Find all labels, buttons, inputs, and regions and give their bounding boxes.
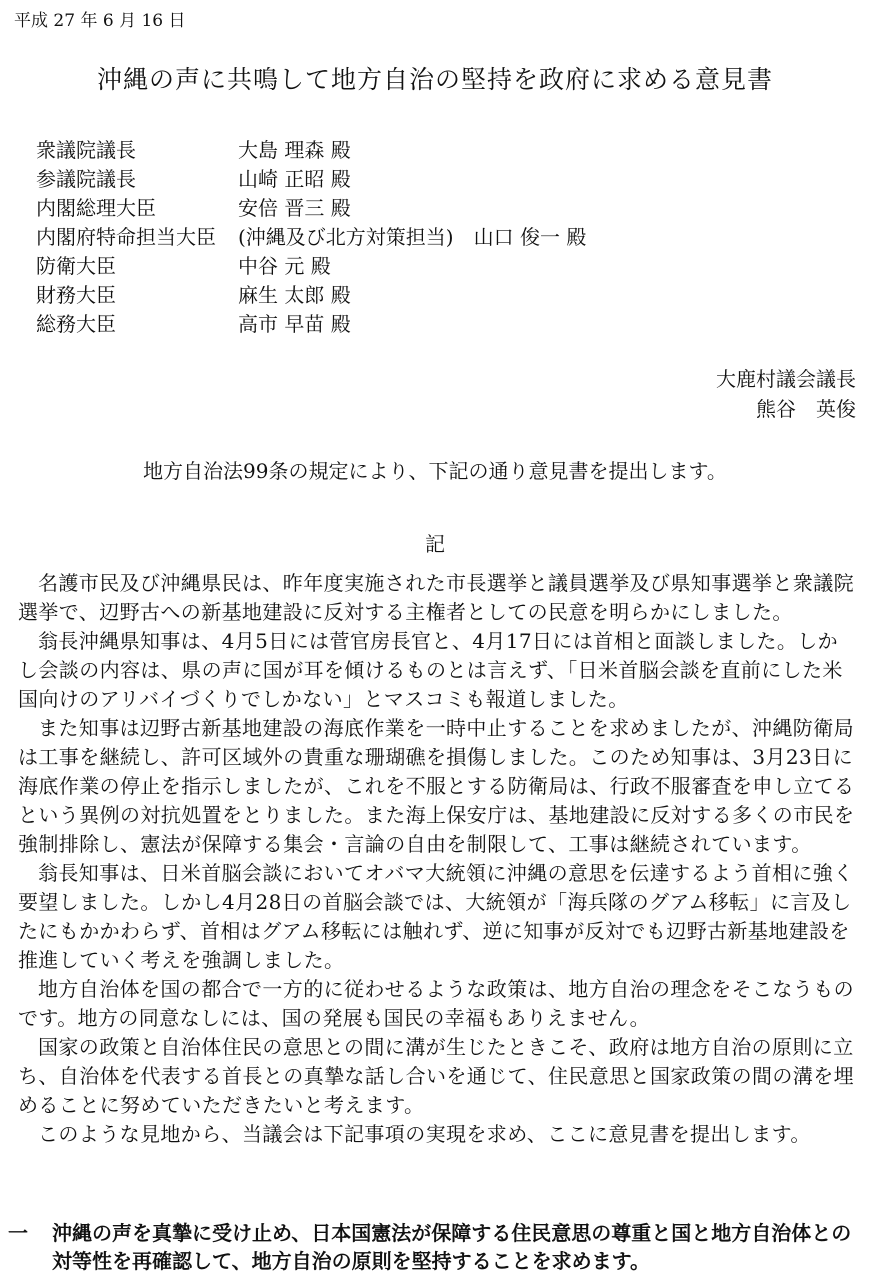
body-paragraph: 地方自治体を国の都合で一方的に従わせるような政策は、地方自治の理念をそこなうものです。地方の同意なしには、国の発展も国民の幸福もありえません。 bbox=[18, 977, 854, 1030]
addressee-name: (沖縄及び北方対策担当) 山口 俊一 殿 bbox=[238, 225, 587, 249]
addressee-position: 内閣府特命担当大臣 bbox=[36, 225, 216, 249]
item-text: 沖縄の声を真摯に受け止め、日本国憲法が保障する住民意思の尊重と国と地方自治体との対等性を再確認して、地方自治の原則を堅持することを求めます。 bbox=[52, 1221, 852, 1273]
sender-title: 大鹿村議会議長 bbox=[716, 367, 856, 391]
addressee-name: 大島 理森 殿 bbox=[238, 138, 351, 162]
addressee-name: 山崎 正昭 殿 bbox=[238, 167, 351, 191]
document-date: 平成 27 年 6 月 16 日 bbox=[14, 11, 186, 31]
document-title: 沖縄の声に共鳴して地方自治の堅持を政府に求める意見書 bbox=[96, 65, 773, 94]
body-paragraph: 翁長沖縄県知事は、4月5日には菅官房長官と、4月17日には首相と面談しました。しかし会談の内容は、県の声に国が耳を傾けるものとは言えず、「日米首脳会談を直前にした米国向けのアリバイづくりでしかない」とマスコミも報道しました。 bbox=[18, 629, 843, 711]
body-paragraph: 翁長知事は、日米首脳会談においてオバマ大統領に沖縄の意思を伝達するよう首相に強く要望しました。しかし4月28日の首脳会談では、大統領が「海兵隊のグアム移転」に言及したにもかかわらず、首相はグアム移転には触れず、逆に知事が反対でも辺野古新基地建設を推進していく考えを強調しました。 bbox=[18, 861, 854, 972]
sender-block bbox=[716, 364, 856, 424]
ki-heading: 記 bbox=[425, 532, 445, 556]
intro-statement: 地方自治法99条の規定により、下記の通り意見書を提出します。 bbox=[143, 459, 727, 483]
body-paragraph: また知事は辺野古新基地建設の海底作業を一時中止することを求めましたが、沖縄防衛局は工事を継続し、許可区域外の貴重な珊瑚礁を損傷しました。このため知事は、3月23日に海底作業の停止を指示しましたが、これを不服とする防衛局は、行政不服審査を申し立てるという異例の対抗処置をとりました。また海上保安庁は、基地建設に反対する多くの市民を強制排除し、憲法が保障する集会・言論の自由を制限して、工事は継続されています。 bbox=[18, 716, 855, 856]
addressee-position: 参議院議長 bbox=[36, 167, 136, 191]
request-item bbox=[8, 1219, 856, 1275]
addressee-name: 麻生 太郎 殿 bbox=[238, 283, 351, 307]
body-paragraph: 名護市民及び沖縄県民は、昨年度実施された市長選挙と議員選挙及び県知事選挙と衆議院選挙で、辺野古への新基地建設に反対する主権者としての民意を明らかにしました。 bbox=[18, 571, 854, 624]
addressee-position: 防衛大臣 bbox=[36, 254, 116, 278]
addressee-name: 安倍 晋三 殿 bbox=[238, 196, 351, 220]
addressee-name: 中谷 元 殿 bbox=[238, 254, 331, 278]
addressee-position: 財務大臣 bbox=[36, 283, 116, 307]
item-marker: 一 bbox=[8, 1221, 28, 1245]
addressee-position: 衆議院議長 bbox=[36, 138, 136, 162]
body-text bbox=[18, 569, 856, 1149]
body-paragraph: このような見地から、当議会は下記事項の実現を求め、ここに意見書を提出します。 bbox=[38, 1122, 811, 1146]
body-paragraph: 国家の政策と自治体住民の意思との間に溝が生じたときこそ、政府は地方自治の原則に立ち、自治体を代表する首長との真摯な話し合いを通じて、住民意思と国家政策の間の溝を埋めることに努めていただきたいと考えます。 bbox=[18, 1035, 854, 1117]
addressee-position: 総務大臣 bbox=[36, 312, 116, 336]
addressee-name: 高市 早苗 殿 bbox=[238, 312, 351, 336]
addressee-position: 内閣総理大臣 bbox=[36, 196, 156, 220]
sender-name: 熊谷 英俊 bbox=[756, 397, 856, 421]
